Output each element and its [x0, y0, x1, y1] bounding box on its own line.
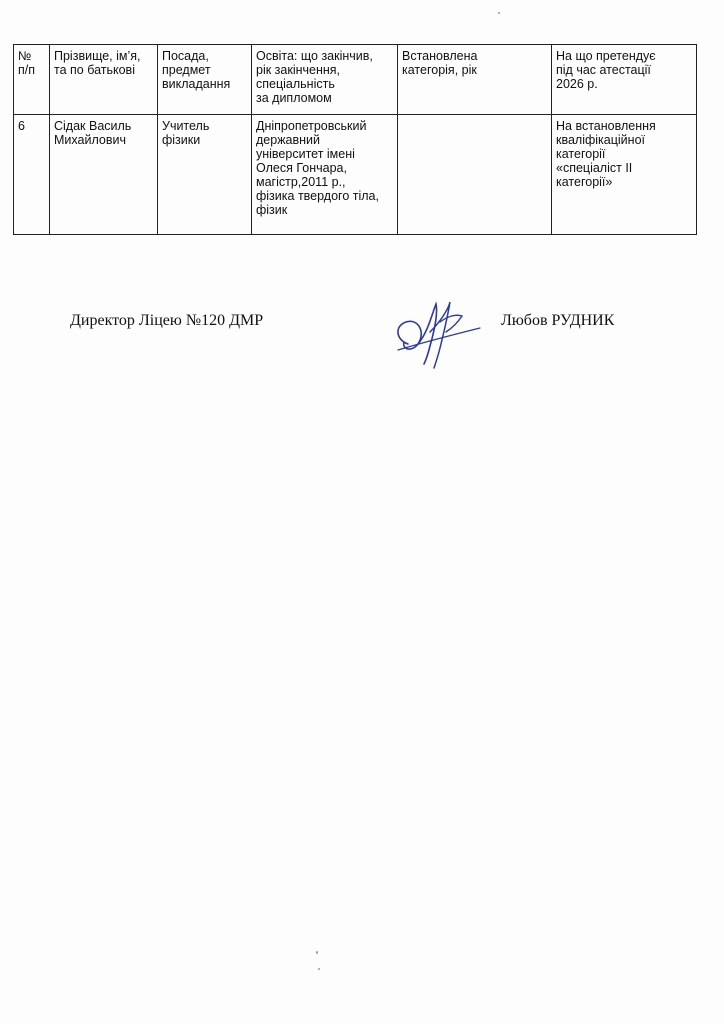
cell-number — [14, 115, 50, 235]
cell-text-line: предмет — [162, 63, 211, 77]
cell-text-line: На що претендує — [556, 49, 656, 63]
header-claim — [552, 45, 697, 115]
cell-text-line: Посада, — [162, 49, 209, 63]
cell-text-line: магістр,2011 р., — [256, 175, 346, 189]
cell-text-line: 2026 р. — [556, 77, 598, 91]
scan-speck — [316, 951, 318, 954]
cell-text-line: державний — [256, 133, 321, 147]
cell-text-line: № — [18, 49, 32, 63]
cell-text-line: та по батькові — [54, 63, 135, 77]
cell-text-line: «спеціаліст ІІ — [556, 161, 633, 175]
header-number — [14, 45, 50, 115]
cell-text-line: Олеся Гончара, — [256, 161, 347, 175]
cell-position — [158, 115, 252, 235]
cell-text-line: Дніпропетровський — [256, 119, 367, 133]
cell-text-line: кваліфікаційної — [556, 133, 645, 147]
cell-education — [252, 115, 398, 235]
handwritten-signature — [388, 292, 488, 372]
cell-text-line: 6 — [18, 119, 25, 133]
cell-text-line: категорія, рік — [402, 63, 477, 77]
director-title: Директор Ліцею №120 ДМР — [70, 312, 264, 329]
cell-text-line: під час атестації — [556, 63, 651, 77]
cell-category — [398, 115, 552, 235]
cell-text-line: Михайлович — [54, 133, 126, 147]
signature-row — [0, 312, 724, 336]
cell-text-line: фізик — [256, 203, 288, 217]
cell-text-line: Освіта: що закінчив, — [256, 49, 373, 63]
cell-claim — [552, 115, 697, 235]
cell-text-line: Учитель — [162, 119, 210, 133]
table-header-row — [14, 45, 697, 115]
cell-text-line: спеціальність — [256, 77, 335, 91]
cell-text-line: Встановлена — [402, 49, 478, 63]
cell-text-line: Прізвище, ім’я, — [54, 49, 141, 63]
scan-speck — [318, 968, 320, 970]
cell-text-line: за дипломом — [256, 91, 332, 105]
attestation-table — [13, 44, 697, 235]
cell-text-line: категорії» — [556, 175, 613, 189]
cell-text-line: На встановлення — [556, 119, 656, 133]
cell-text-line: викладання — [162, 77, 231, 91]
table-row — [14, 115, 697, 235]
cell-text-line: університет імені — [256, 147, 355, 161]
header-education — [252, 45, 398, 115]
header-full-name — [50, 45, 158, 115]
cell-text-line: п/п — [18, 63, 36, 77]
scan-speck — [498, 12, 500, 14]
header-category — [398, 45, 552, 115]
header-position — [158, 45, 252, 115]
cell-text-line: категорії — [556, 147, 606, 161]
cell-text-line: фізики — [162, 133, 201, 147]
cell-text-line: рік закінчення, — [256, 63, 341, 77]
cell-text-line: Сідак Василь — [54, 119, 132, 133]
cell-text-line: фізика твердого тіла, — [256, 189, 379, 203]
director-name: Любов РУДНИК — [501, 312, 615, 329]
cell-full-name — [50, 115, 158, 235]
